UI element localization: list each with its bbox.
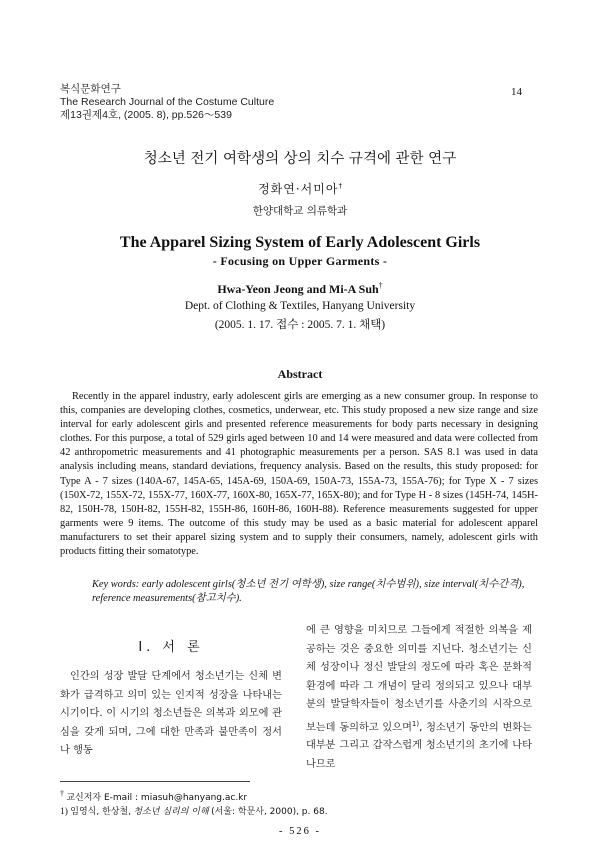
footnote-ref-1: 1)	[411, 719, 420, 728]
page-number-top: 14	[511, 86, 522, 98]
journal-name-ko: 복식문화연구	[60, 83, 121, 95]
intro-left-column	[60, 626, 282, 761]
footnote-corresponding-text: 교신저자 E-mail : miasuh@hanyang.ac.kr	[66, 793, 248, 804]
affiliation-en: Dept. of Clothing & Textiles, Hanyang University	[184, 300, 416, 312]
intro-paragraph-right	[306, 622, 532, 774]
footnote-corresponding	[60, 787, 328, 805]
page-number-bottom: - 526 -	[279, 826, 321, 837]
intro-right-part-a: 에 큰 영향을 미치므로 그들에게 적절한 의복을 제공하는 것은 중요한 의미를 지닌다. 청소년기는 신체 성장이나 정신 발달의 정도에 따라 혹은 문화적 환경에 따라 그 개념이 달리 정의되고 있으나 대부분의 발달학자들이 청소년기를 사춘기의 시작으로 보는데 동의하고 있으며	[306, 625, 532, 733]
abstract-heading: Abstract	[277, 367, 323, 381]
intro-right-column	[306, 622, 532, 774]
abstract-text: Recently in the apparel industry, early adolescent girls are emerging as a new consumer group. In response to this, companies are developing clothes, cosmetics, underwear, etc. This study proposed a new size range and size interval for early adolescent girls and presented reference measurements for body parts necessary in designing clothes. For this purpose, a total of 529 girls aged between 10 and 14 were measured and data were collected from 42 anthropometric measurements and 41 photographic measurements per a person. SAS 8.1 was used in data analysis including means, standard deviations, frequency analysis. Based on the results, this study proposed: for Type A - 7 sizes (140A-67, 145A-65, 145A-69, 150A-69, 150A-73, 155A-73, 155A-76); for Type X - 7 sizes (150X-72, 155X-72, 155X-77, 160X-77, 160X-80, 165X-77, 165X-80); and for Type H - 8 sizes (145H-74, 145H-82, 150H-78, 150H-82, 155H-82, 155H-86, 160H-86, 160H-88). Reference measurements suggested for upper garments were 9 items. The outcome of this study may be used as a basic material for adolescent apparel manufacturers to set their apparel sizing system and to supply their consumers, namely, adolescent girls with products fitting their somatotype.	[60, 391, 538, 558]
footnote-ref-number: 1)	[60, 807, 68, 818]
authors-en-names: Hwa-Yeon Jeong and Mi-A Suh	[217, 282, 379, 296]
corresponding-mark: †	[338, 182, 342, 190]
journal-name-en: The Research Journal of the Costume Culture	[60, 96, 275, 108]
footnote-mark: †	[60, 789, 64, 798]
authors-ko	[0, 180, 600, 197]
authors-en	[0, 281, 600, 297]
corresponding-mark-en: †	[378, 281, 383, 290]
intro-paragraph-left: 인간의 성장 발달 단계에서 청소년기는 신체 변화가 급격하고 의미 있는 인지적 성장을 나타내는 시기이다. 이 시기의 청소년들은 의복과 외모에 관심을 갖게 되며, 그에 대한 만족과 불만족이 정서나 행동	[60, 671, 282, 756]
footnote-ref-tail: (서울: 학문사, 2000), p. 68.	[211, 807, 328, 818]
footnote-ref-title: 청소년 심리의 이해	[133, 807, 209, 818]
authors-ko-names: 정화연·서미아	[258, 182, 339, 196]
received-accepted-dates: (2005. 1. 17. 접수 : 2005. 7. 1. 채택)	[214, 319, 386, 331]
section-heading: Ⅰ. 서 론	[138, 640, 204, 655]
footnote-reference-1	[60, 805, 328, 819]
footnote-divider	[60, 781, 250, 782]
journal-issue: 제13권제4호, (2005. 8), pp.526～539	[60, 109, 232, 121]
subtitle-en: - Focusing on Upper Garments -	[212, 254, 388, 268]
title-en: The Apparel Sizing System of Early Adolescent Girls	[119, 234, 481, 251]
title-ko: 청소년 전기 여학생의 상의 치수 규격에 관한 연구	[143, 151, 457, 167]
footnotes	[60, 787, 328, 819]
keywords: Key words: early adolescent girls(청소년 전기 여학생), size range(치수범위), size interval(치수간격), reference measurements(참고치수).	[92, 579, 525, 604]
affiliation-ko: 한양대학교 의류학과	[252, 205, 348, 217]
footnote-ref-authors: 임영식, 한상철,	[70, 807, 132, 818]
intro-right-part-b: , 청소년기 동안의 변화는 대부분 그리고 갑작스럽게 청소년기의 초기에 나타나므로	[306, 721, 532, 770]
journal-header	[60, 83, 274, 122]
